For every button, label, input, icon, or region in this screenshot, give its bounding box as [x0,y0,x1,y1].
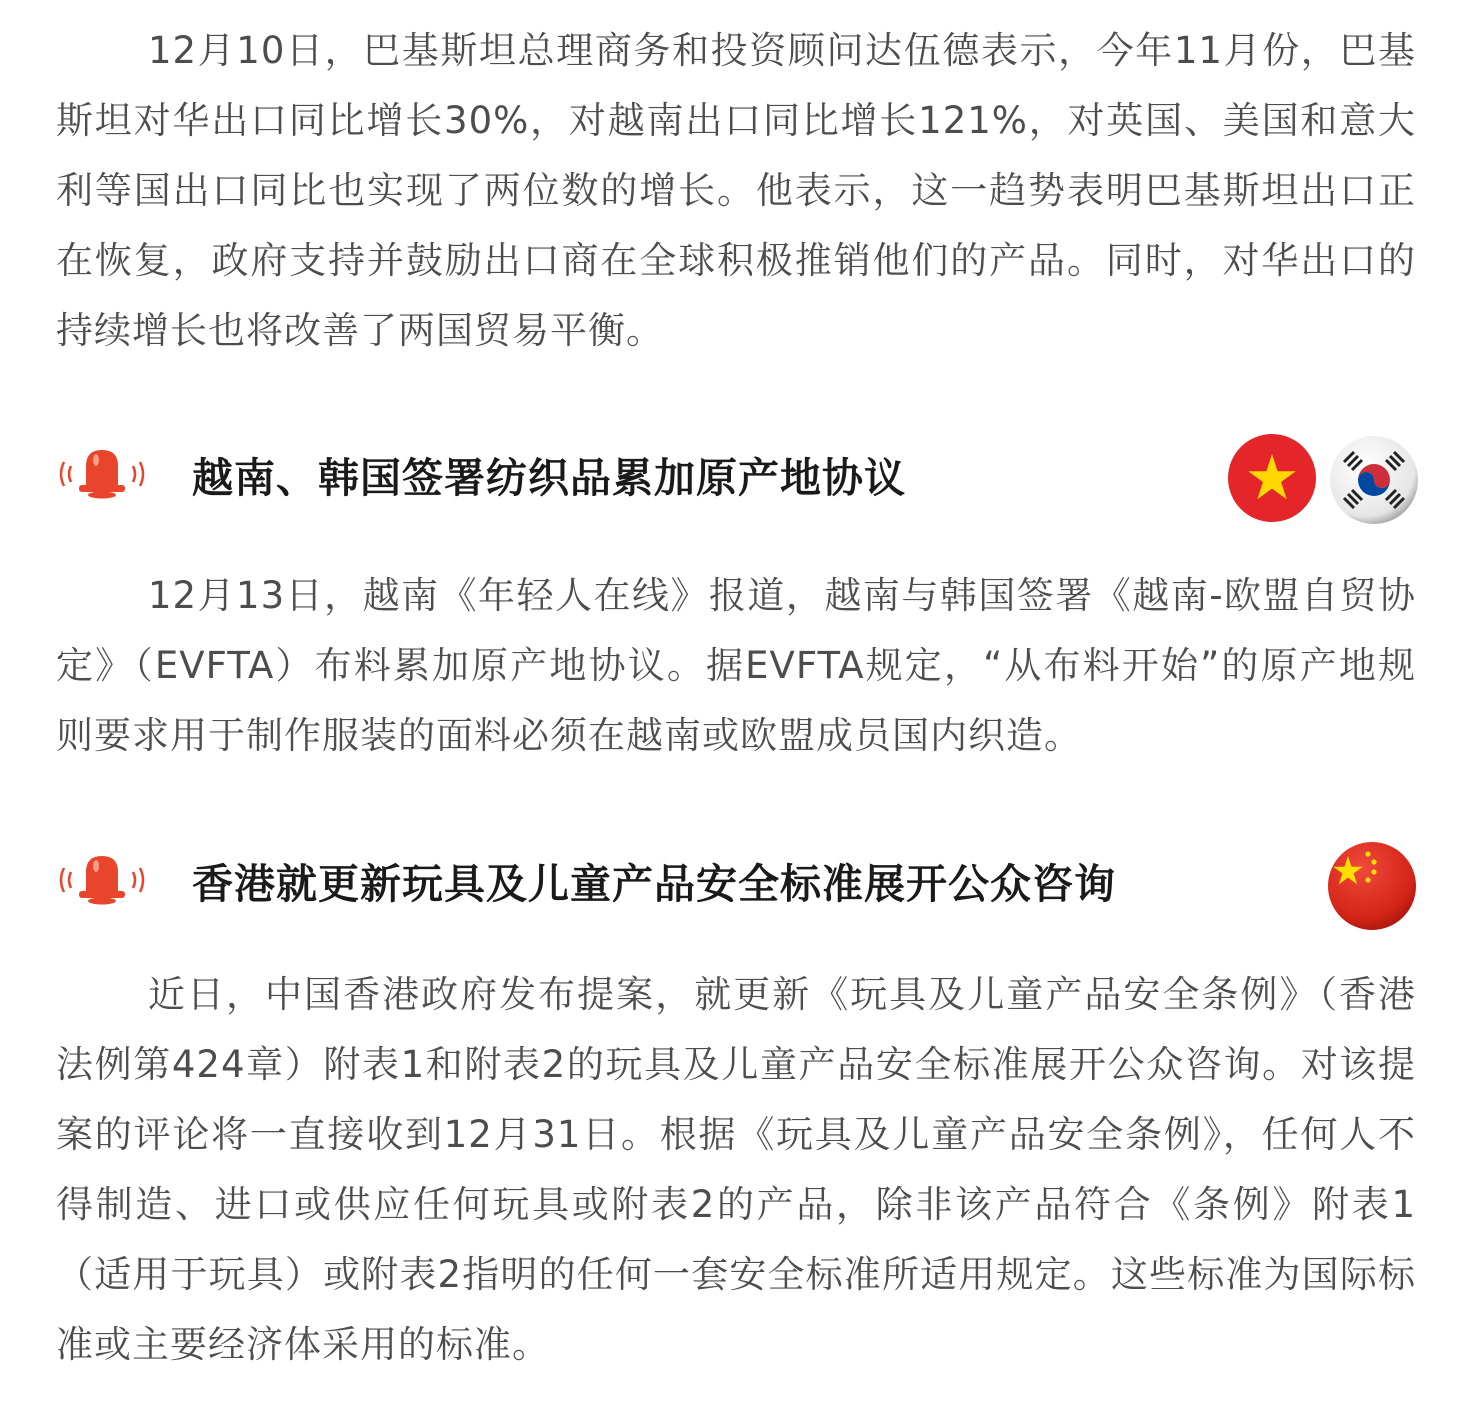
section-title: 越南、韩国签署纺织品累加原产地协议 [192,454,906,502]
vietnam-flag-icon [1226,432,1318,524]
section-title: 香港就更新玩具及儿童产品安全标准展开公众咨询 [192,860,1116,908]
alarm-bell-icon [52,444,152,504]
china-flag-icon [1326,840,1418,932]
paragraph-hong-kong-toys: 近日，中国香港政府发布提案，就更新《玩具及儿童产品安全条例》（香港法例第424章）附表1和附表2的玩具及儿童产品安全标准展开公众咨询。对该提案的评论将一直接收到12月31日。根据《玩具及儿童产品安全条例》，任何人不得制造、进口或供应任何玩具或附表2的产品，除非该产品符合《条例》附表1（适用于玩具）或附表2指明的任何一套安全标准所适用规定。这些标准为国际标准或主要经济体采用的标准。 [56,973,1416,1366]
section-header-vietnam-korea [52,428,1424,528]
alarm-bell-icon [52,850,152,910]
section-header-hong-kong [52,834,1424,934]
paragraph-vietnam-korea: 12月13日，越南《年轻人在线》报道，越南与韩国签署《越南-欧盟自贸协定》（EVFTA）布料累加原产地协议。据EVFTA规定，“从布料开始”的原产地规则要求用于制作服装的面料必须在越南或欧盟成员国内织造。 [56,574,1416,757]
paragraph-pakistan-exports: 12月10日，巴基斯坦总理商务和投资顾问达伍德表示，今年11月份，巴基斯坦对华出口同比增长30%，对越南出口同比增长121%，对英国、美国和意大利等国出口同比也实现了两位数的增长。他表示，这一趋势表明巴基斯坦出口正在恢复，政府支持并鼓励出口商在全球积极推销他们的产品。同时，对华出口的持续增长也将改善了两国贸易平衡。 [56,29,1416,352]
south-korea-flag-icon [1328,434,1420,526]
